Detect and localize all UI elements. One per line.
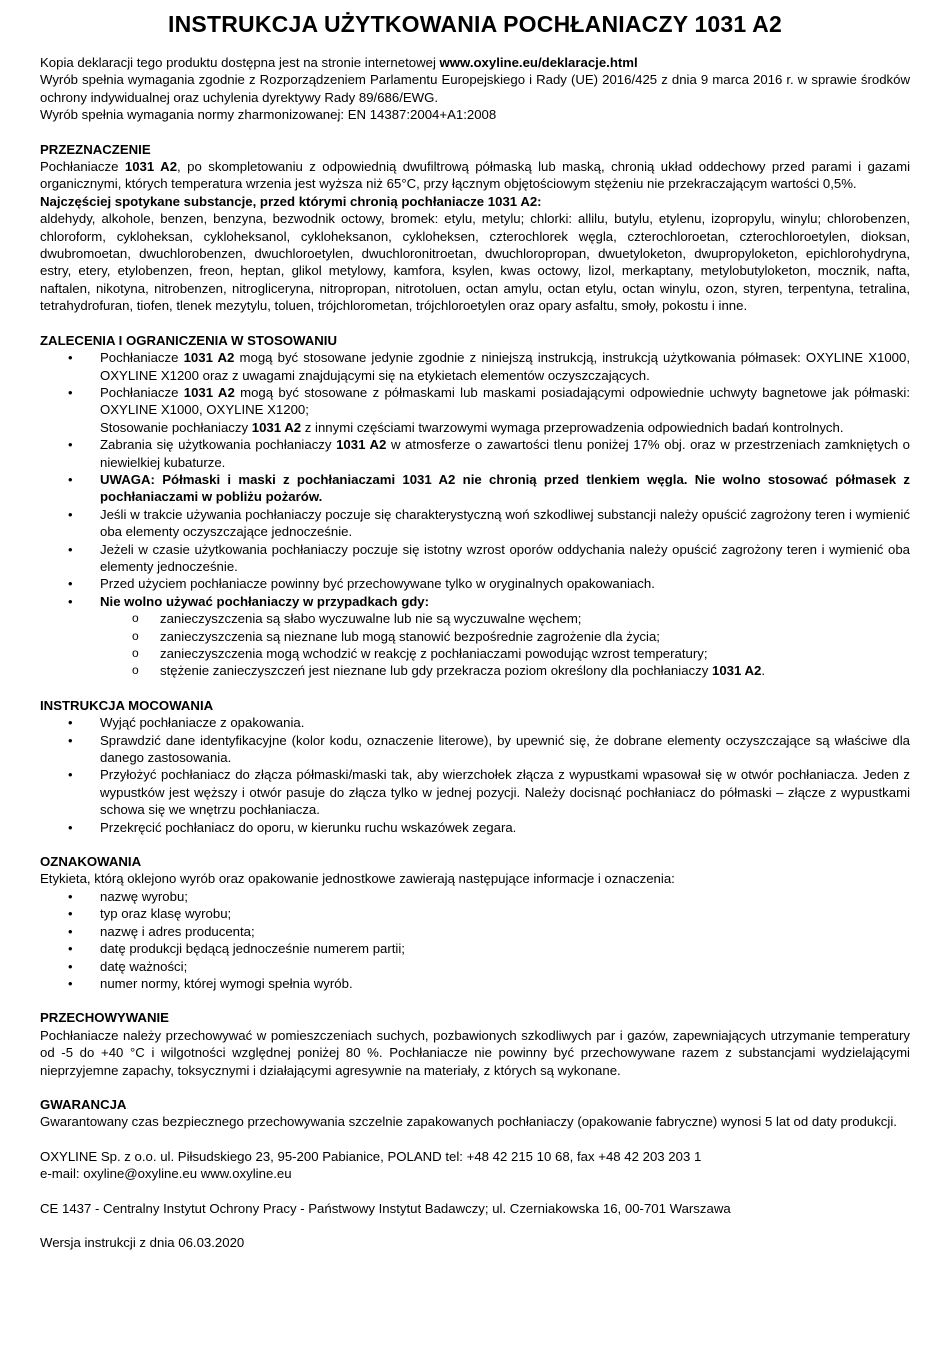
sub-list-item [100,662,910,679]
circle-bullet-icon: o [132,646,139,660]
warranty-paragraph: Gwarantowany czas bezpiecznego przechowywania szczelnie zapakowanych pochłaniaczy (opakowanie fabryczne) wynosi 5 lat od daty produkcji. [40,1114,897,1130]
item-text: Przekręcić pochłaniacz do oporu, w kierunku ruchu wskazówek zegara. [100,819,517,835]
list-item [40,714,910,731]
section-heading: PRZECHOWYWANIE [40,1010,169,1026]
sub-list-item [100,645,910,662]
circle-bullet-icon: o [132,663,139,678]
item-text: mogą być stosowane jedynie zgodnie z niniejszą instrukcją, instrukcją użytkowania półmasek: OXYLINE X1000, OXYLINE X1200 oraz z uwagami znajdującymi się na etykietach elementów oczyszczających. [100,350,911,383]
bullet-icon: • [68,541,73,557]
item-text: Przed użyciem pochłaniacze powinny być przechowywane tylko w oryginalnych opakowaniach. [100,576,655,592]
intro-block [40,54,910,124]
item-text: datę ważności; [100,958,188,974]
item-text: Wyjąć pochłaniacze z opakowania. [100,715,305,731]
section-mocowanie [40,697,910,836]
item-text: zanieczyszczenia są słabo wyczuwalne lub nie są wyczuwalne węchem; [160,611,582,627]
product-code: 1031 A2 [251,419,302,435]
product-code: 1031 A2 [124,159,178,175]
list-item [40,541,910,576]
product-code: 1031 A2 [183,350,235,366]
item-text: nazwę wyrobu; [100,888,188,904]
manufacturer-address: OXYLINE Sp. z o.o. ul. Piłsudskiego 23, 95-200 Pabianice, POLAND tel: +48 42 215 10 68, fax +48 42 203 203 1 [40,1148,702,1164]
product-code: 1031 A2 [336,437,387,453]
prohibition-heading: Nie wolno używać pochłaniaczy w przypadkach gdy: [100,593,430,609]
product-code: 1031 A2 [183,384,235,400]
list-item [40,905,910,922]
list-item [40,349,910,384]
item-text: zanieczyszczenia są nieznane lub mogą stanowić bezpośrednie zagrożenie dla życia; [160,628,660,644]
bullet-icon: • [68,732,73,748]
bullet-icon: • [68,819,73,835]
bullet-icon: • [68,384,73,400]
section-heading: GWARANCJA [40,1096,127,1112]
labeling-list [40,888,910,992]
bullet-icon: • [68,975,73,991]
item-text: typ oraz klasę wyrobu; [100,906,232,922]
section-heading: PRZEZNACZENIE [40,141,151,157]
substances-list: aldehydy, alkohole, benzen, benzyna, bezwodnik octowy, bromek: etylu, metylu; chlorki: allilu, butylu, etylenu, izopropylu, winylu; chlorobenzen, chloroform, cykloheksan, cykloheksanol, cykloheksanon, cykloheksen, czterochlorek węgla, czterochloroetan, czterochloroetylen, dioksan, dwubromoetan, dwuchlorobenzen, dwuchloroetylen, dwuchloronitroetan, dwuchloropropan, dwuetyloketon, dwupropyloketon, epichlorohydryna, estry, etery, etylobenzen, freon, heptan, glikol metylowy, kamfora, ksylen, kwas octowy, lizol, merkaptany, metylobutyloketon, mocznik, nafta, naftalen, nikotyna, nitrobenzen, nitrogliceryna, nitropropan, nitrotoluen, octan amylu, octan etylu, octan winylu, ozon, styren, terpentyna, tetralina, tetrahydrofuran, tiofen, tlenek mezytylu, toluen, trójchlorometan, trójchloroetylen oraz opary asfaltu, smoły, pokostu i inne. [40,211,910,314]
declaration-text: Kopia deklaracji tego produktu dostępna jest na stronie internetowej [40,55,440,70]
product-code: 1031 A2 [711,663,762,679]
purpose-text: Pochłaniacze [40,159,125,175]
prohibition-sublist [100,610,910,680]
list-item [40,940,910,957]
bullet-icon: • [68,350,73,366]
page-title: INSTRUKCJA UŻYTKOWANIA POCHŁANIACZY 1031 A2 [168,11,782,37]
item-text: datę produkcji będącą jednocześnie numerem partii; [100,941,405,957]
instruction-page [40,10,910,1251]
item-text: Stosowanie pochłaniaczy [100,419,252,435]
regulation-line: Wyrób spełnia wymagania zgodnie z Rozporządzeniem Parlamentu Europejskiego i Rady (UE) 2016/425 z dnia 9 marca 2016 r. w sprawie środków ochrony indywidualnej oraz uchylenia dyrektywy Rady 89/686/EWG. [40,72,910,105]
bullet-icon: • [68,576,73,592]
bullet-icon: • [68,923,73,939]
list-item [40,506,910,541]
bullet-icon: • [68,958,73,974]
list-item [40,819,910,836]
section-przeznaczenie [40,141,910,315]
item-text: mogą być stosowane z półmaskami lub maskami posiadającymi odpowiednie uchwyty bagnetowe jak półmaski: OXYLINE X1000, OXYLINE X1200; [100,384,910,418]
bullet-icon: • [68,906,73,922]
item-text: numer normy, której wymogi spełnia wyrób. [100,975,353,991]
section-heading: ZALECENIA I OGRANICZENIA W STOSOWANIU [40,332,337,348]
item-text: Pochłaniacze [100,384,184,400]
section-przechowywanie [40,1009,910,1079]
item-text: . [761,663,766,679]
item-text: zanieczyszczenia mogą wchodzić w reakcję z pochłaniaczami powodując wzrost temperatury; [160,646,708,661]
list-item [40,384,910,436]
item-text: stężenie zanieczyszczeń jest nieznane lub gdy przekracza poziom określony dla pochłaniaczy [160,663,712,679]
bullet-icon: • [68,506,73,522]
bullet-icon: • [68,888,73,904]
bullet-icon: • [68,767,73,783]
item-text: Sprawdzić dane identyfikacyjne (kolor kodu, oznaczenie literowe), by upewnić się, że dobrane elementy oczyszczające są właściwe dla danego zastosowania. [100,732,910,766]
storage-paragraph: Pochłaniacze należy przechowywać w pomieszczeniach suchych, pozbawionych szkodliwych par i gazów, zapewniających utrzymanie temperatury od -5 do +40 °C i wilgotności względnej poniżej 80 %. Pochłaniacze nie powinny być przechowywane razem z substancjami wydzielającymi nieprzyjemne zapachy, toksycznymi i działającymi agresywnie na materiały, z których są wykonane. [40,1027,910,1078]
declaration-line [40,54,910,71]
sub-list-item [100,610,910,627]
purpose-text: , po skompletowaniu z odpowiednią dwufiltrową półmaską lub maską, chronią układ oddechowy przed parami i gazami organicznymi, których temperatura wrzenia jest wyższa niż 65°C, przy łącznym objętościowym stężeniu nie przekraczającym wartości 0,5%. [40,159,910,192]
list-item [40,766,910,818]
declaration-link[interactable]: www.oxyline.eu/deklaracje.html [439,55,638,70]
item-text: Zabrania się użytkowania pochłaniaczy [100,437,337,453]
item-text: Jeśli w trakcie używania pochłaniaczy poczuje się charakterystyczną woń szkodliwej substancji należy opuścić zagrożony teren i wymienić oba elementy oczyszczające jednocześnie. [100,506,910,540]
circle-bullet-icon: o [132,611,139,626]
section-oznakowania [40,853,910,992]
list-item [40,471,910,506]
version-date: Wersja instrukcji z dnia 06.03.2020 [40,1234,245,1250]
manufacturer-contact: e-mail: oxyline@oxyline.eu www.oxyline.eu [40,1166,292,1182]
purpose-paragraph [40,158,910,193]
list-item [40,975,910,992]
labeling-intro: Etykieta, którą oklejono wyrób oraz opakowanie jednostkowe zawierają następujące informacje i oznaczenia: [40,871,675,887]
section-heading: OZNAKOWANIA [40,854,142,870]
bullet-icon: • [68,471,73,487]
list-item [40,593,910,680]
item-text: Pochłaniacze [100,350,184,366]
section-heading: INSTRUKCJA MOCOWANIA [40,697,214,713]
mounting-list [40,714,910,836]
list-item [40,888,910,905]
list-item [40,436,910,471]
item-text: Przyłożyć pochłaniacz do złącza półmaski/maski tak, aby wierzchołek złącza z wypustkami wpasował się w otwór pochłaniacza. Jeden z wypustków jest węższy i otwór pasuje do złącza tylko w jednej pozycji. Należy docisnąć pochłaniacz do półmaski – złącze z wypustkami schowa się we wnętrzu pochłaniacza. [100,767,910,818]
warning-text: UWAGA: Półmaski i maski z pochłaniaczami 1031 A2 nie chronią przed tlenkiem węgla. Nie wolno stosować półmasek z pochłaniaczami w pobliżu pożarów. [100,471,910,505]
footer-block [40,1148,910,1252]
sub-list-item [100,628,910,645]
bullet-icon: • [68,437,73,453]
substances-heading: Najczęściej spotykane substancje, przed którymi chronią pochłaniacze 1031 A2: [40,193,542,209]
item-text: nazwę i adres producenta; [100,923,255,939]
list-item [40,575,910,592]
bullet-icon: • [68,715,73,731]
list-item [40,732,910,767]
list-item [40,923,910,940]
bullet-icon: • [68,593,73,609]
circle-bullet-icon: o [132,628,139,643]
item-text: z innymi częściami twarzowymi wymaga przeprowadzenia odpowiednich badań kontrolnych. [301,419,844,435]
item-text: w atmosferze o zawartości tlenu poniżej 17% obj. oraz w przestrzeniach zamkniętych o niewielkiej kubaturze. [100,437,910,470]
notified-body: CE 1437 - Centralny Instytut Ochrony Pracy - Państwowy Instytut Badawczy; ul. Czerniakowska 16, 00-701 Warszawa [40,1200,731,1216]
list-item [40,958,910,975]
recommendations-list [40,349,910,680]
item-text: Jeżeli w czasie użytkowania pochłaniaczy poczuje się istotny wzrost oporów oddychania należy opuścić zagrożony teren i wymienić oba elementy jednocześnie. [100,541,910,574]
bullet-icon: • [68,941,73,957]
section-gwarancja [40,1096,910,1131]
standard-line: Wyrób spełnia wymagania normy zharmonizowanej: EN 14387:2004+A1:2008 [40,107,497,123]
section-zalecenia [40,332,910,680]
